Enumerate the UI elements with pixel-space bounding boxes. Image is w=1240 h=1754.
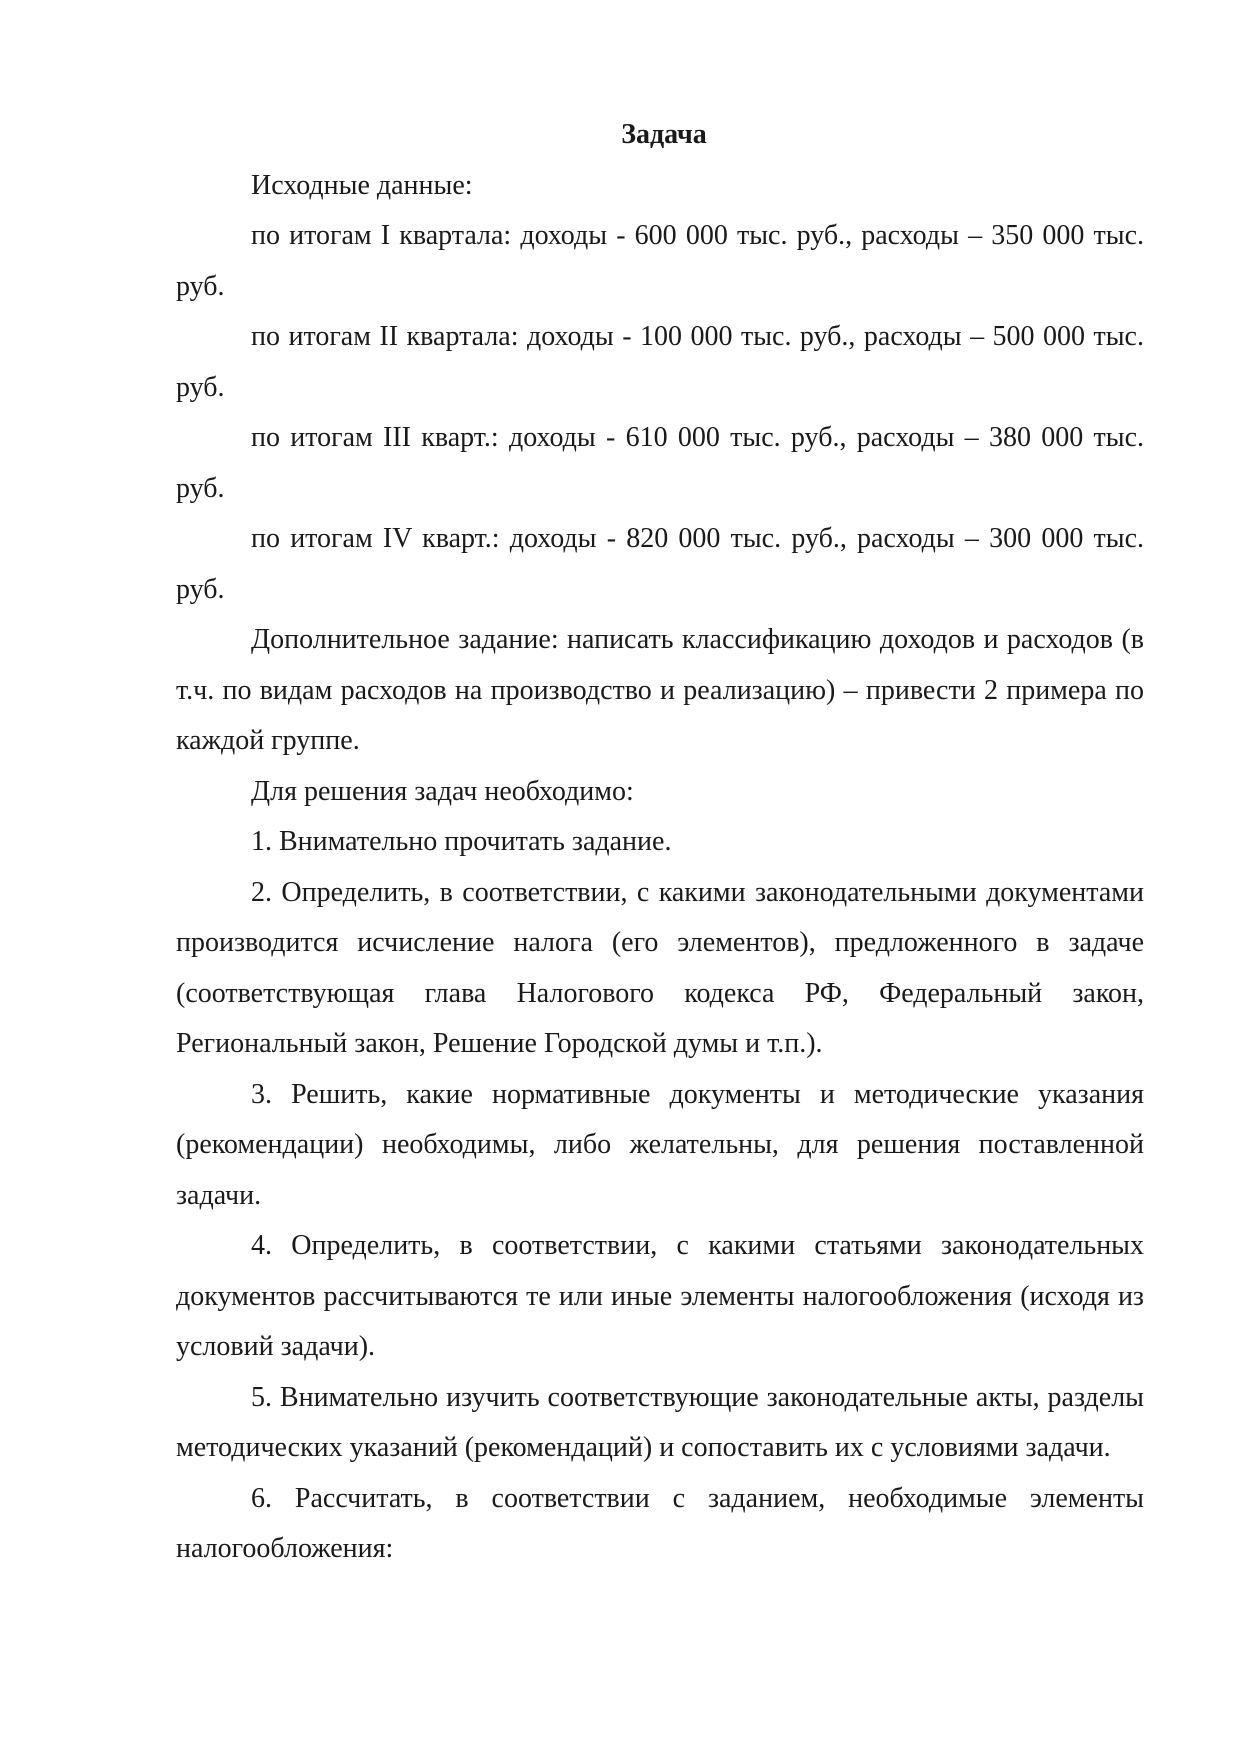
steps-label: Для решения задач необходимо: bbox=[251, 775, 634, 807]
document-title: Задача bbox=[621, 119, 707, 150]
quarters-list bbox=[176, 211, 1144, 615]
quarter-4-text: по итогам IV кварт.: доходы - 820 000 тыс. руб., расходы – 300 000 тыс. руб. bbox=[176, 523, 1144, 605]
step-5: 5. Внимательно изучить соответствующие законодательные акты, разделы методических указаний (рекомендаций) и сопоставить их с условиями задачи. bbox=[176, 1381, 1144, 1463]
quarter-2-text: по итогам II квартала: доходы - 100 000 тыс. руб., расходы – 500 000 тыс. руб. bbox=[176, 321, 1144, 403]
additional-task: Дополнительное задание: написать классификацию доходов и расходов (в т.ч. по видам расходов на производство и реализацию) – привести 2 примера по каждой группе. bbox=[176, 624, 1144, 756]
step-4: 4. Определить, в соответствии, с какими статьями законодательных документов рассчитываются те или иные элементы налогообложения (исходя из условий задачи). bbox=[176, 1230, 1144, 1362]
quarter-3-text: по итогам III кварт.: доходы - 610 000 тыс. руб., расходы – 380 000 тыс. руб. bbox=[176, 422, 1144, 504]
intro-label: Исходные данные: bbox=[251, 169, 473, 201]
step-3: 3. Решить, какие нормативные документы и методические указания (рекомендации) необходимы, либо желательны, для решения поставленной задачи. bbox=[176, 1078, 1144, 1211]
steps-list bbox=[176, 817, 1144, 1575]
document-page bbox=[176, 110, 1144, 1575]
step-2: 2. Определить, в соответствии, с какими законодательными документами производится исчисление налога (его элементов), предложенного в задаче (соответствующая глава Налогового кодекса РФ, Федеральный закон, Региональный закон, Решение Городской думы и т.п.). bbox=[176, 876, 1144, 1059]
step-1: 1. Внимательно прочитать задание. bbox=[251, 826, 672, 857]
step-6: 6. Рассчитать, в соответствии с заданием, необходимые элементы налогообложения: bbox=[176, 1482, 1144, 1564]
quarter-1-text: по итогам I квартала: доходы - 600 000 тыс. руб., расходы – 350 000 тыс. руб. bbox=[176, 220, 1144, 302]
